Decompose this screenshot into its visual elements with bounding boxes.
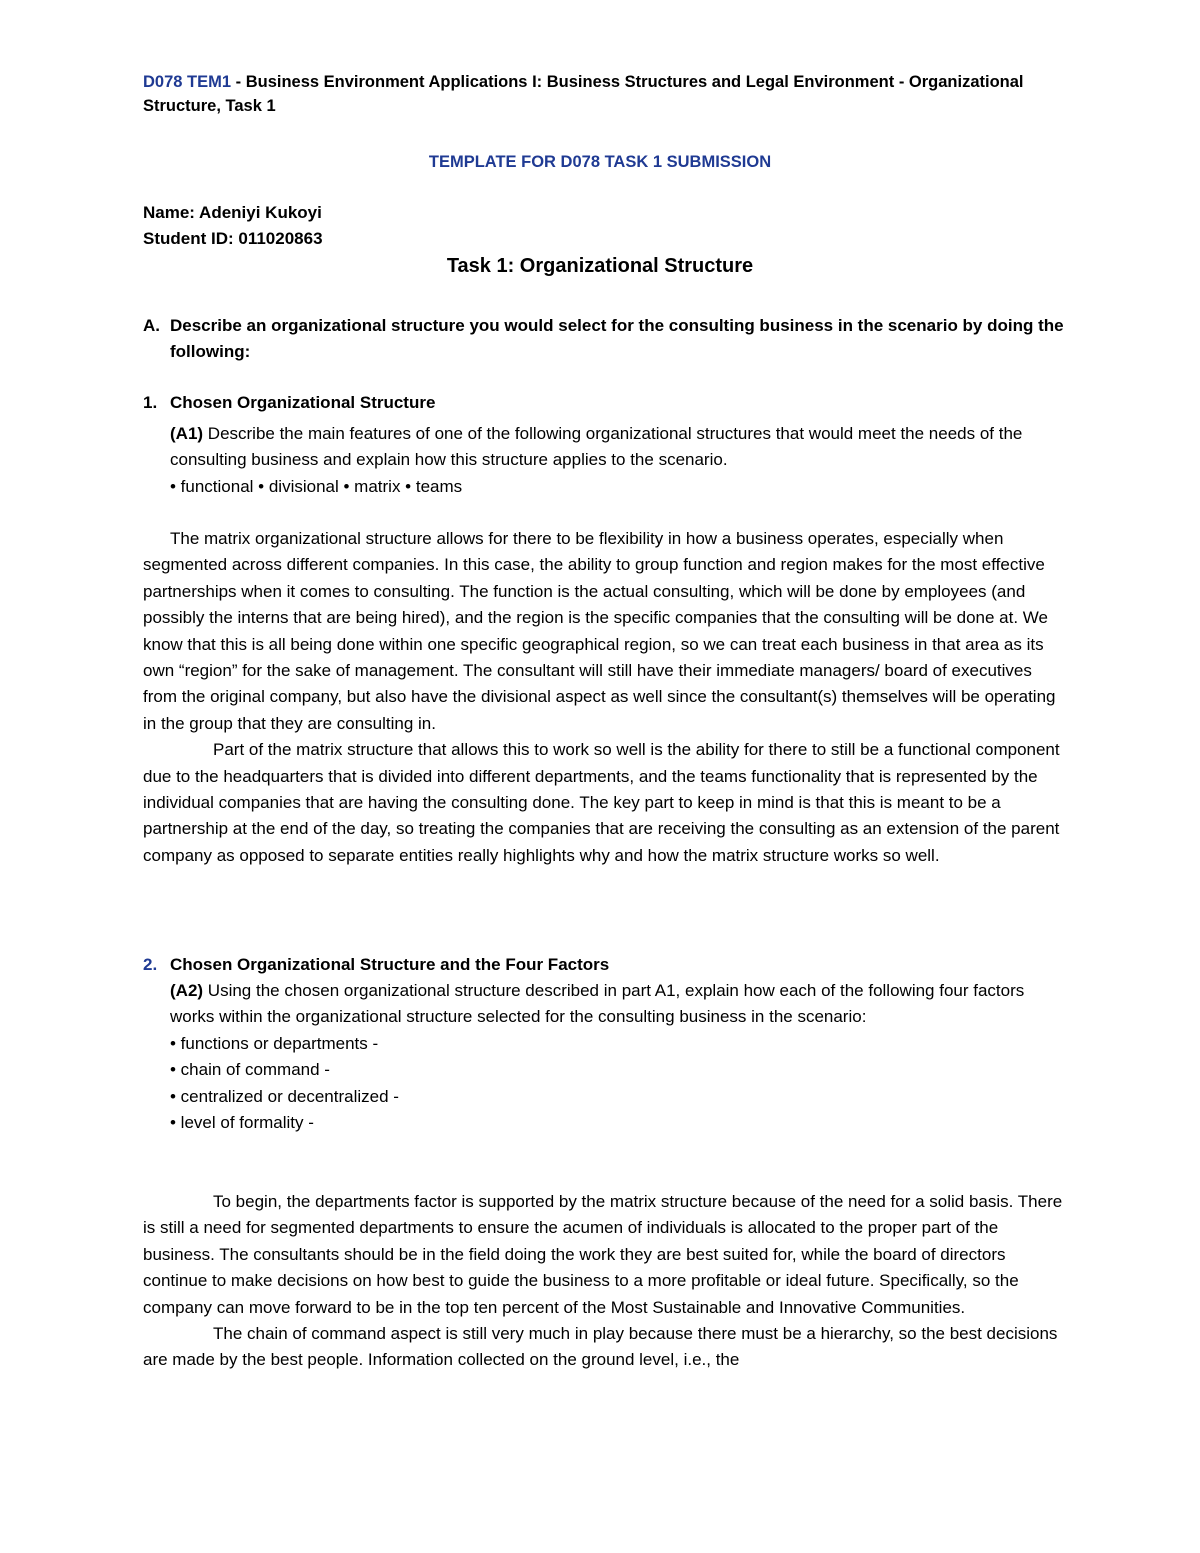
item2-prompt: [170, 978, 1070, 1136]
item2-paragraph-2: The chain of command aspect is still very much in play because there must be a hierarchy, so the best decisions are made by the best people. Information collected on the ground level, i.e., the: [143, 1324, 1058, 1370]
item2-heading: [143, 952, 609, 978]
item1-heading: [143, 390, 435, 416]
item2-number: 2.: [143, 955, 158, 974]
item2-bullet: • centralized or decentralized -: [170, 1086, 399, 1106]
item1-prompt: [170, 421, 1070, 500]
item1-paragraph-2: Part of the matrix structure that allows this to work so well is the ability for there to still be a functional component due to the headquarters that is divided into different departments, and the teams functionality that is represented by the individual companies that are having the consulting done. The key part to keep in mind is that this is meant to be a partnership at the end of the day, so treating the companies that are receiving the consulting as an extension of the parent company as opposed to separate entities really highlights why and how the matrix structure works so well.: [143, 740, 1060, 865]
task-title: Task 1: Organizational Structure: [446, 255, 754, 277]
item2-bullet: • level of formality -: [170, 1113, 314, 1133]
item1-number: 1.: [143, 393, 158, 412]
item1-prompt-text: Describe the main features of one of the following organizational structures that would meet the needs of the consulting business and explain how this structure applies to the scenario.: [170, 424, 1023, 470]
item1-title: Chosen Organizational Structure: [170, 393, 436, 412]
item1-prompt-tag: (A1): [170, 424, 204, 443]
section-a-label: A.: [143, 316, 160, 335]
course-code: D078 TEM1: [143, 73, 232, 91]
item2-title: Chosen Organizational Structure and the Four Factors: [170, 955, 610, 974]
item2-answer: [143, 1189, 1063, 1374]
item2-bullet: • functions or departments -: [170, 1033, 379, 1053]
item1-options: • functional • divisional • matrix • teams: [170, 476, 463, 496]
template-title: TEMPLATE FOR D078 TASK 1 SUBMISSION: [428, 153, 772, 171]
item1-paragraph-1: The matrix organizational structure allows for there to be flexibility in how a business operates, especially when segmented across different companies. In this case, the ability to group function and region makes for the most effective partnerships when it comes to consulting. The function is the actual consulting, which will be done by employees (and possibly the interns that are being hired), and the region is the specific companies that the consulting will be done at. We know that this is all being done within one specific geographical region, so we can treat each business in that area as its own “region” for the sake of management. The consultant will still have their immediate managers/ board of executives from the original company, but also have the divisional aspect as well since the consultant(s) themselves will be operating in the group that they are consulting in.: [143, 529, 1056, 733]
item2-prompt-tag: (A2): [170, 981, 204, 1000]
student-name: Name: Adeniyi Kukoyi: [143, 203, 322, 222]
student-id: Student ID: 011020863: [143, 229, 323, 248]
item1-answer: [143, 526, 1063, 869]
course-title: - Business Environment Applications I: Business Structures and Legal Environment - Organizational Structure, Task 1: [143, 73, 1024, 115]
section-a: [143, 313, 1073, 366]
student-info: [143, 200, 323, 252]
item2-prompt-text: Using the chosen organizational structure described in part A1, explain how each of the following four factors works within the organizational structure selected for the consulting business in the scenario:: [170, 981, 1025, 1027]
document-header: [143, 70, 1073, 118]
section-a-text: Describe an organizational structure you would select for the consulting business in the scenario by doing the following:: [170, 316, 1064, 362]
item2-paragraph-1: To begin, the departments factor is supported by the matrix structure because of the need for a solid basis. There is still a need for segmented departments to ensure the acumen of individuals is allocated to the proper part of the business. The consultants should be in the field doing the work they are best suited for, while the board of directors continue to make decisions on how best to guide the business to a more profitable or ideal future. Specifically, so the company can move forward to be in the top ten percent of the Most Sustainable and Innovative Communities.: [143, 1192, 1063, 1317]
item2-bullet: • chain of command -: [170, 1060, 330, 1080]
